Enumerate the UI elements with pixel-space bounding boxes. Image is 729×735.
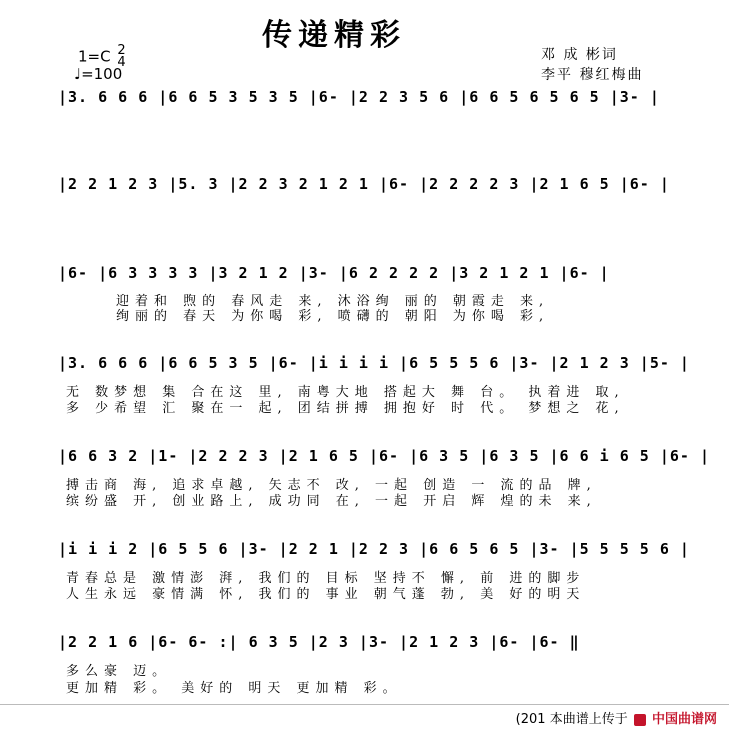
site-logo-icon xyxy=(634,714,646,726)
composer-credit: 李平 穆红梅曲 xyxy=(541,67,644,83)
notation-row-5: |6 6 3 2 |1- |2 2 2 3 |2 1 6 5 |6- |6 3 5 |6 3 5 |6 6 i 6 5 |6- | xyxy=(58,447,710,465)
lyrics-row-5-verse-1: 搏击商 海, 追求卓越, 矢志不 改, 一起 创造 一 流的品 牌, xyxy=(66,478,597,493)
lyrics-row-3-verse-1: 迎着和 煦的 春风走 来, 沐浴绚 丽的 朝霞走 来, xyxy=(116,294,550,309)
notation-row-6: |i i i 2 |6 5 5 6 |3- |2 2 1 |2 2 3 |6 6 5 6 5 |3- |5 5 5 5 6 | xyxy=(58,540,690,558)
lyrics-row-7-verse-1: 多么豪 迈。 xyxy=(66,664,172,679)
time-numerator: 2 xyxy=(117,43,126,58)
lyrics-row-6-verse-2: 人生永远 豪情满 怀, 我们的 事业 朝气蓬 勃, 美 好的明天 xyxy=(66,587,586,602)
site-brand: 中国曲谱网 xyxy=(651,712,717,727)
lyrics-row-3-verse-2: 绚丽的 春天 为你喝 彩, 喷礴的 朝阳 为你喝 彩, xyxy=(116,309,550,324)
lyrics-row-4-verse-2: 多 少希望 汇 聚在一 起, 团结拼搏 拥抱好 时 代。 梦想之 花, xyxy=(66,401,625,416)
lyrics-row-5-verse-2: 缤纷盛 开, 创业路上, 成功同 在, 一起 开启 辉 煌的未 来, xyxy=(66,494,597,509)
notation-row-2: |2 2 1 2 3 |5. 3 |2 2 3 2 1 2 1 |6- |2 2 2 2 3 |2 1 6 5 |6- | xyxy=(58,175,670,193)
notation-row-3: |6- |6 3 3 3 3 |3 2 1 2 |3- |6 2 2 2 2 |3 2 1 2 1 |6- | xyxy=(58,264,610,282)
lyrics-row-7-verse-2: 更加精 彩。 美好的 明天 更加精 彩。 xyxy=(66,681,402,696)
lyrics-row-4-verse-1: 无 数梦想 集 合在这 里, 南粤大地 搭起大 舞 台。 执着进 取, xyxy=(66,385,625,400)
footer-text: (201 本曲谱上传于 xyxy=(515,712,628,727)
song-title: 传递精彩 xyxy=(262,18,406,53)
notation-row-1: |3. 6 6 6 |6 6 5 3 5 3 5 |6- |2 2 3 5 6 |6 6 5 6 5 6 5 |3- | xyxy=(58,88,660,106)
lyrics-row-6-verse-1: 青春总是 激情澎 湃, 我们的 目标 坚持不 懈, 前 进的脚步 xyxy=(66,571,586,586)
time-denominator: 4 xyxy=(117,55,126,70)
lyricist-credit: 邓 成 彬词 xyxy=(541,47,618,63)
source-footer xyxy=(516,708,717,727)
key-prefix: 1=C xyxy=(78,47,111,66)
footer-divider xyxy=(0,704,729,705)
notation-row-4: |3. 6 6 6 |6 6 5 3 5 |6- |i i i i |6 5 5 5 6 |3- |2 1 2 3 |5- | xyxy=(58,354,690,372)
notation-row-7: |2 2 1 6 |6- 6- :| 6 3 5 |2 3 |3- |2 1 2 3 |6- |6- ‖ xyxy=(58,633,580,651)
tempo-marking: ♩=100 xyxy=(74,65,123,83)
